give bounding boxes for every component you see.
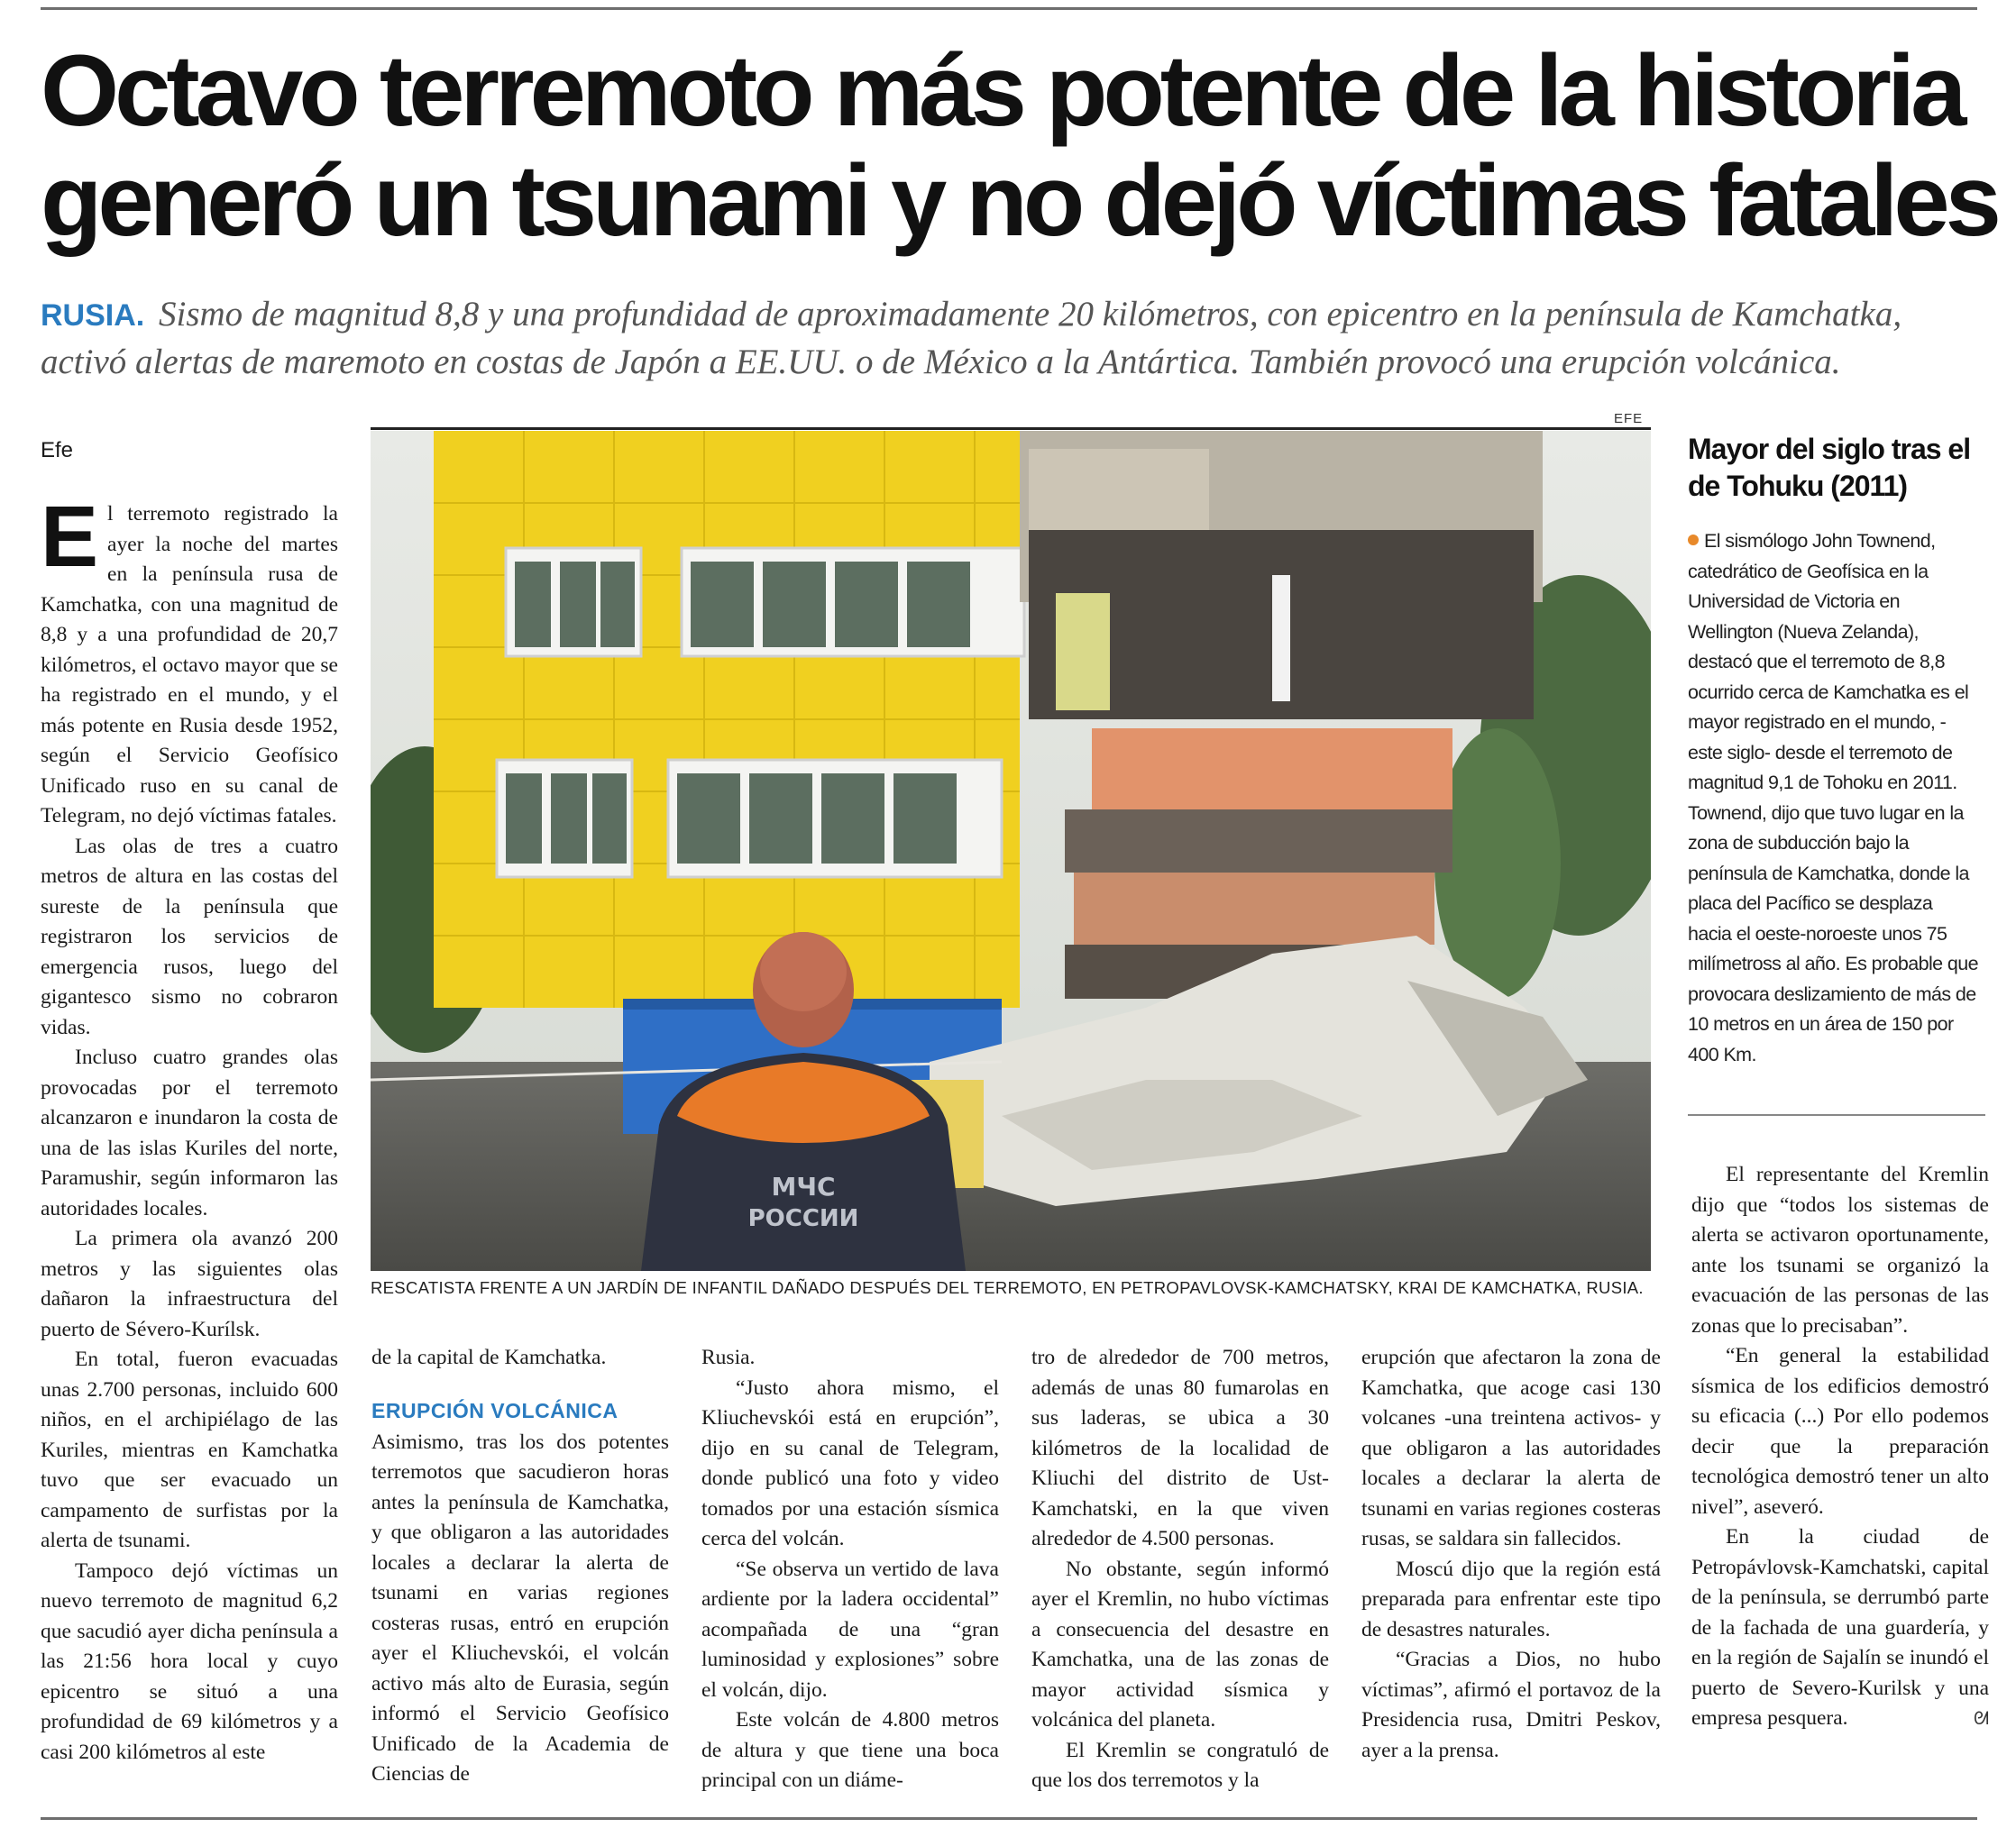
paragraph: Moscú dijo que la región está preparada para enfrentar este tipo de desastres naturales. xyxy=(1361,1557,1661,1641)
bottom-rule xyxy=(41,1817,1977,1820)
photo-illustration xyxy=(371,431,1651,1271)
article-column-1 xyxy=(41,438,338,1768)
article-column-4 xyxy=(1031,1343,1329,1796)
sidebar-rule xyxy=(1688,1114,1985,1116)
paragraph: Tampoco dejó víctimas un nuevo terremoto de magnitud 6,2 que sacudió ayer dicha península a las 21:56 hora local y cuyo epicentro se situó a una profundidad de 69 kilómetros y a casi 200 kilómetros al este xyxy=(41,1558,338,1764)
headline xyxy=(41,34,1997,257)
article-column-2 xyxy=(371,1343,669,1790)
article-column-3 xyxy=(701,1343,999,1796)
photo-credit: EFE xyxy=(1614,411,1644,426)
headline-line-1: Octavo terremoto más potente de la historia xyxy=(41,34,1963,147)
paragraph: El Kremlin se congratuló de que los dos terremotos y la xyxy=(1031,1738,1329,1792)
deck-text: Sismo de magnitud 8,8 y una profundidad de aproximadamente 20 kilómetros, con epicentro en la península de Kamchatka, activó alertas de maremoto en costas de Japón a EE.UU. o de México a la Antártica. También provocó una erupción volcánica. xyxy=(41,295,1902,381)
paragraph: “Se observa un vertido de lava ardiente por la ladera occidental” acompañada de una “gran luminosidad y explosiones” sobre el volcán, dijo. xyxy=(701,1557,999,1702)
paragraph: En total, fueron evacuadas unas 2.700 personas, incluido 600 niños, en el archipiélago de las Kuriles, mientras en Kamchatka tuvo que ser evacuado un campamento de surfistas por la alerta de tsunami. xyxy=(41,1348,338,1552)
paragraph: Este volcán de 4.800 metros de altura y que tiene una boca principal con un diáme- xyxy=(701,1708,999,1792)
top-rule xyxy=(41,7,1977,10)
drop-cap: E xyxy=(41,489,99,585)
sidebar-text: El sismólogo John Townend, catedrático de Geofísica en la Universidad de Victoria en Wellington (Nueva Zelanda), destacó que el terremoto de 8,8 ocurrido cerca de Kamchatka es el mayor registrado en el mundo, -este siglo- desde el terremoto de magnitud 9,1 de Tohoku en 2011. Townend, dijo que tuvo lugar en la zona de subducción bajo la península de Kamchatka, donde la placa del Pacífico se desplaza hacia el oeste-noroeste unos 75 milímetross al año. Es probable que provocara deslizamiento de más de 10 metros en un área de 150 por 400 Km. xyxy=(1688,530,1978,1065)
paragraph xyxy=(1691,1522,1989,1734)
news-photo xyxy=(371,431,1651,1271)
article-column-5 xyxy=(1361,1343,1661,1766)
paragraph: “En general la estabilidad sísmica de los edificios demostró su eficacia (...) Por ello podemos decir que la preparación tecnológica demostró tener un alto nivel”, aseveró. xyxy=(1691,1344,1989,1519)
paragraph: “Justo ahora mismo, el Kliuchevskói está en erupción”, dijo en su canal de Telegram, donde publicó una foto y video tomados por una estación sísmica cerca del volcán. xyxy=(701,1376,999,1550)
paragraph: “Gracias a Dios, no hubo víctimas”, afirmó el portavoz de la Presidencia rusa, Dmitri Peskov, ayer a la prensa. xyxy=(1361,1648,1661,1762)
byline: Efe xyxy=(41,438,74,462)
paragraph: Las olas de tres a cuatro metros de altura en las costas del sureste de la península que registraron los servicios de emergencia rusos, luego del gigantesco sismo no cobraron vidas. xyxy=(41,834,338,1039)
paragraph: erupción que afectaron la zona de Kamchatka, que acoge casi 130 volcanes -una treintena activos- y que obligaron a las autoridades locales a declarar la alerta de tsunami en varias regiones costeras rusas, se saldara sin fallecidos. xyxy=(1361,1346,1661,1550)
paragraph: La primera ola avanzó 200 metros y las siguientes olas dañaron la infraestructura del puerto de Sévero-Kurílsk. xyxy=(41,1227,338,1341)
section-subhead: ERUPCIÓN VOLCÁNICA xyxy=(371,1398,619,1422)
vest-text-1: МЧС xyxy=(771,1172,836,1202)
bullet-icon xyxy=(1688,535,1699,545)
headline-line-2: generó un tsunami y no dejó víctimas fatales xyxy=(41,144,1997,257)
paragraph-text: l terremoto registrado la ayer la noche del martes en la península rusa de Kamchatka, con una magnitud de 8,8 y a una profundidad de 20,7 kilómetros, el octavo mayor que se ha registrado en el mundo, y el más potente en Rusia desde 1952, según el Servicio Geofísico Unificado ruso en su canal de Telegram, no dejó víctimas fatales. xyxy=(41,502,338,827)
deck xyxy=(41,291,1979,386)
end-mark-icon: ᘛ xyxy=(1973,1707,1989,1729)
photo-top-rule xyxy=(371,427,1651,430)
paragraph: No obstante, según informó ayer el Kremlin, no hubo víctimas a consecuencia del desastre en Kamchatka, una de las zonas de mayor actividad sísmica y volcánica del planeta. xyxy=(1031,1557,1329,1732)
paragraph xyxy=(41,489,338,832)
paragraph: de la capital de Kamchatka. xyxy=(371,1346,607,1369)
sidebar-title: Mayor del siglo tras el de Tohuku (2011) xyxy=(1688,433,1971,502)
photo-caption: RESCATISTA FRENTE A UN JARDÍN DE INFANTIL DAÑADO DESPUÉS DEL TERREMOTO, EN PETROPAVLOVSK-KAMCHATSKY, KRAI DE KAMCHATKA, RUSIA. xyxy=(371,1278,1644,1297)
deck-tag: RUSIA. xyxy=(41,298,145,333)
paragraph: tro de alrededor de 700 metros, además de unas 80 fumarolas en sus laderas, se ubica a 30 kilómetros de la localidad de Kliuchi del distrito de Ust-Kamchatski, en la que viven alrededor de 4.500 personas. xyxy=(1031,1346,1329,1550)
paragraph: Incluso cuatro grandes olas provocadas por el terremoto alcanzaron e inundaron la costa de una de las islas Kuriles del norte, Paramushir, según informaron las autoridades locales. xyxy=(41,1046,338,1220)
article-column-6 xyxy=(1691,1160,1989,1734)
paragraph: El representante del Kremlin dijo que “todos los sistemas de alerta se activaron oportunamente, ante los tsunami se organizó la evacuación de las personas de las zonas que lo precisaban”. xyxy=(1691,1163,1989,1338)
paragraph: Rusia. xyxy=(701,1346,756,1369)
sidebar-body xyxy=(1688,526,1980,1070)
vest-text-2: РОССИИ xyxy=(747,1205,859,1232)
paragraph-text: En la ciudad de Petropávlovsk-Kamchatski, capital de la península, se derrumbó parte de la fachada de una guardería, y en la región de Sajalín se inundó el puerto de Severo-Kurilsk y una empresa pesquera. xyxy=(1691,1525,1989,1730)
paragraph: Asimismo, tras los dos potentes terremotos que sacudieron horas antes la península de Kamchatka, y que obligaron a las autoridades locales a declarar la alerta de tsunami en varias regiones costeras rusas, entró en erupción ayer el Kliuchevskói, el volcán activo más alto de Eurasia, según informó el Servicio Geofísico Unificado de la Academia de Ciencias de xyxy=(371,1430,669,1786)
